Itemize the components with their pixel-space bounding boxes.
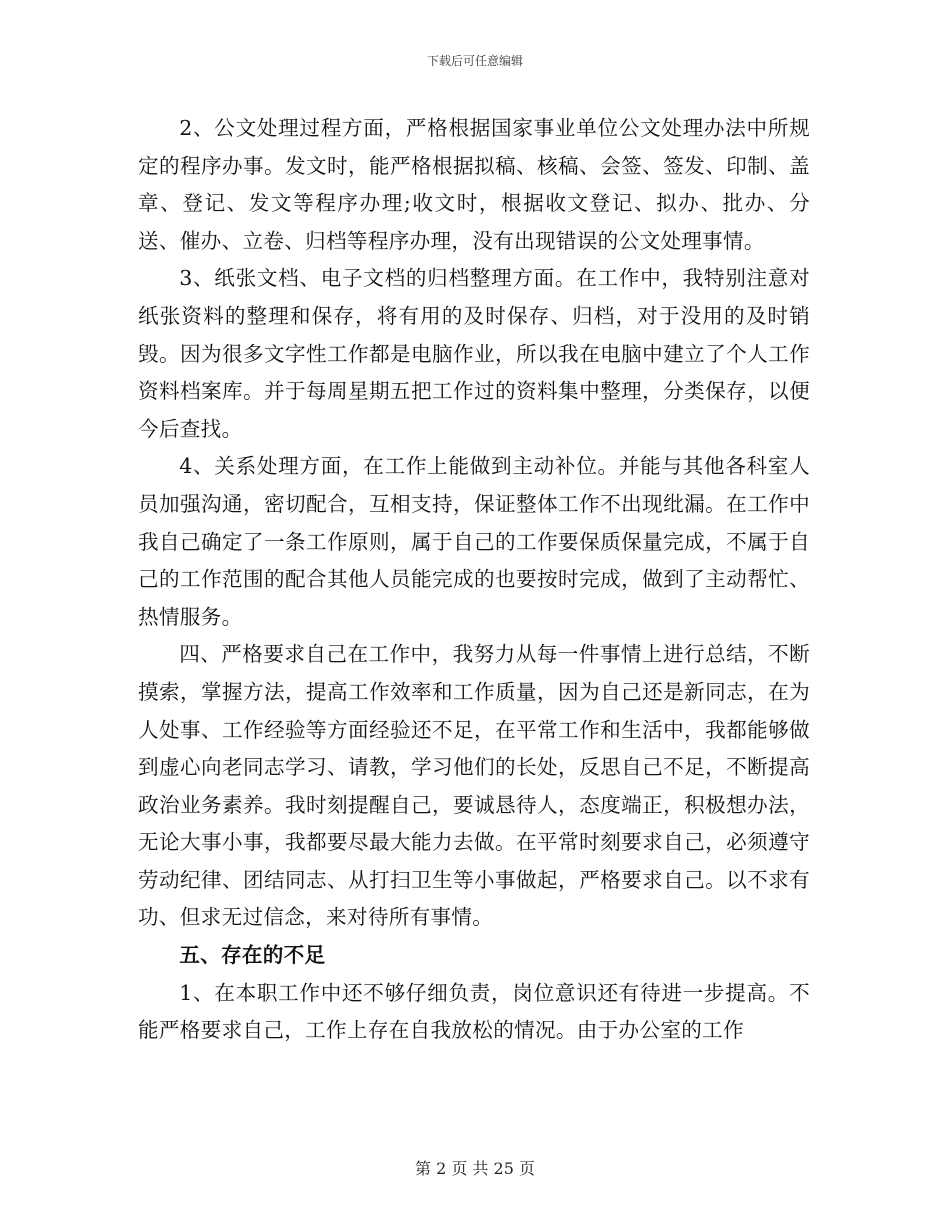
page-header: 下载后可任意编辑: [426, 54, 523, 68]
section-heading-shortcomings: 五、存在的不足: [179, 943, 326, 968]
paragraph-relations: 4、关系处理方面，在工作上能做到主动补位。并能与其他各科室人员加强沟通，密切配合，互相支持，保证整体工作不出现纰漏。在工作中我自己确定了一条工作原则，属于自己的工作要保质保量完成，不属于自己的工作范围的配合其他人员能完成的也要按时完成，做到了主动帮忙、热情服务。: [138, 454, 810, 629]
paragraph-strict-requirements: 四、严格要求自己在工作中，我努力从每一件事情上进行总结，不断摸索，掌握方法，提高工作效率和工作质量，因为自己还是新同志，在为人处事、工作经验等方面经验还不足，在平常工作和生活中，我都能够做到虚心向老同志学习、请教，学习他们的长处，反思自己不足，不断提高政治业务素养。我时刻提醒自己，要诚恳待人，态度端正，积极想办法，无论大事小事，我都要尽最大能力去做。在平常时刻要求自己，必须遵守劳动纪律、团结同志、从打扫卫生等小事做起，严格要求自己。以不求有功、但求无过信念，来对待所有事情。: [138, 642, 810, 930]
page-footer: 第 2 页 共 25 页: [415, 1159, 535, 1178]
paragraph-document-processing: 2、公文处理过程方面，严格根据国家事业单位公文处理办法中所规定的程序办事。发文时，能严格根据拟稿、核稿、会签、签发、印制、盖章、登记、发文等程序办理;收文时，根据收文登记、拟办、批办、分送、催办、立卷、归档等程序办理，没有出现错误的公文处理事情。: [138, 116, 810, 253]
document-body: [138, 110, 810, 1050]
paragraph-shortcoming-1: 1、在本职工作中还不够仔细负责，岗位意识还有待进一步提高。不能严格要求自己，工作上存在自我放松的情况。由于办公室的工作: [138, 980, 810, 1043]
paragraph-archiving: 3、纸张文档、电子文档的归档整理方面。在工作中，我特别注意对纸张资料的整理和保存，将有用的及时保存、归档，对于没用的及时销毁。因为很多文字性工作都是电脑作业，所以我在电脑中建立了个人工作资料档案库。并于每周星期五把工作过的资料集中整理，分类保存，以便今后查找。: [138, 266, 810, 441]
